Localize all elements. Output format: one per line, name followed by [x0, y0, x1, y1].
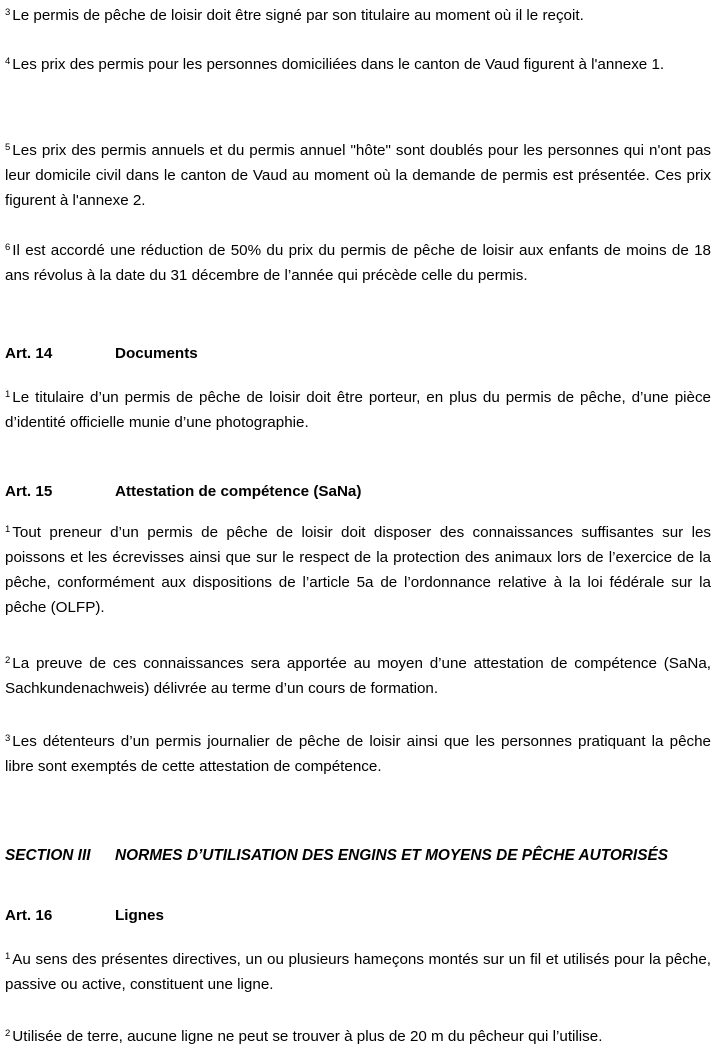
- section-title: NORMES D’UTILISATION DES ENGINS ET MOYENS DE PÊCHE AUTORISÉS: [115, 847, 668, 864]
- article-title: Documents: [115, 345, 198, 362]
- paragraph-art13-3: [5, 3, 711, 28]
- paragraph-text: Les prix des permis pour les personnes domiciliées dans le canton de Vaud figurent à l'annexe 1.: [12, 56, 665, 73]
- paragraph-number: 2: [5, 1028, 11, 1039]
- paragraph-text: Tout preneur d’un permis de pêche de loisir doit disposer des connaissances suffisantes sur les poissons et les écrevisses ainsi que sur le respect de la protection des animaux lors de l’exercice de la pêche, conformément aux dispositions de l’article 5a de l’ordonnance relative à la loi fédérale sur la pêche (OLFP).: [5, 524, 711, 616]
- article-16-heading: [5, 906, 164, 926]
- paragraph-text: Il est accordé une réduction de 50% du prix du permis de pêche de loisir aux enfants de moins de 18 ans révolus à la date du 31 décembre de l’année qui précède celle du permis.: [5, 242, 711, 284]
- paragraph-number: 3: [5, 7, 11, 18]
- paragraph-art13-6: [5, 238, 711, 288]
- paragraph-text: Les détenteurs d’un permis journalier de pêche de loisir ainsi que les personnes pratiquant la pêche libre sont exemptés de cette attestation de compétence.: [5, 733, 711, 775]
- paragraph-art14-1: [5, 385, 711, 435]
- paragraph-art16-1: [5, 947, 711, 997]
- paragraph-number: 1: [5, 389, 11, 400]
- paragraph-number: 6: [5, 242, 11, 253]
- paragraph-number: 3: [5, 733, 11, 744]
- paragraph-text: La preuve de ces connaissances sera apportée au moyen d’une attestation de compétence (SaNa, Sachkundenachweis) délivrée au terme d’un cours de formation.: [5, 655, 711, 697]
- section-3-heading: [5, 848, 675, 864]
- paragraph-art15-3: [5, 729, 711, 779]
- paragraph-number: 5: [5, 142, 11, 153]
- article-title: Attestation de compétence (SaNa): [115, 483, 362, 500]
- paragraph-art15-1: [5, 520, 711, 620]
- paragraph-text: Les prix des permis annuels et du permis annuel "hôte" sont doublés pour les personnes qui n'ont pas leur domicile civil dans le canton de Vaud au moment où la demande de permis est présentée. Ces prix figurent à l'annexe 2.: [5, 142, 711, 209]
- paragraph-number: 2: [5, 655, 11, 666]
- article-15-heading: [5, 482, 361, 502]
- paragraph-number: 4: [5, 56, 11, 67]
- paragraph-number: 1: [5, 951, 11, 962]
- article-number: Art. 16: [5, 907, 53, 924]
- paragraph-art15-2: [5, 651, 711, 701]
- paragraph-text: Utilisée de terre, aucune ligne ne peut se trouver à plus de 20 m du pêcheur qui l’utilise.: [12, 1028, 603, 1045]
- section-number: SECTION III: [5, 847, 91, 864]
- article-14-heading: [5, 344, 198, 364]
- article-title: Lignes: [115, 907, 164, 924]
- article-number: Art. 15: [5, 483, 53, 500]
- paragraph-art13-4: [5, 52, 711, 77]
- paragraph-text: Au sens des présentes directives, un ou plusieurs hameçons montés sur un fil et utilisés pour la pêche, passive ou active, constituent une ligne.: [5, 951, 711, 993]
- paragraph-text: Le titulaire d’un permis de pêche de loisir doit être porteur, en plus du permis de pêche, d’une pièce d’identité officielle munie d’une photographie.: [5, 389, 711, 431]
- paragraph-text: Le permis de pêche de loisir doit être signé par son titulaire au moment où il le reçoit.: [12, 7, 584, 24]
- paragraph-art16-2: [5, 1024, 711, 1049]
- article-number: Art. 14: [5, 345, 53, 362]
- paragraph-art13-5: [5, 138, 711, 213]
- paragraph-number: 1: [5, 524, 11, 535]
